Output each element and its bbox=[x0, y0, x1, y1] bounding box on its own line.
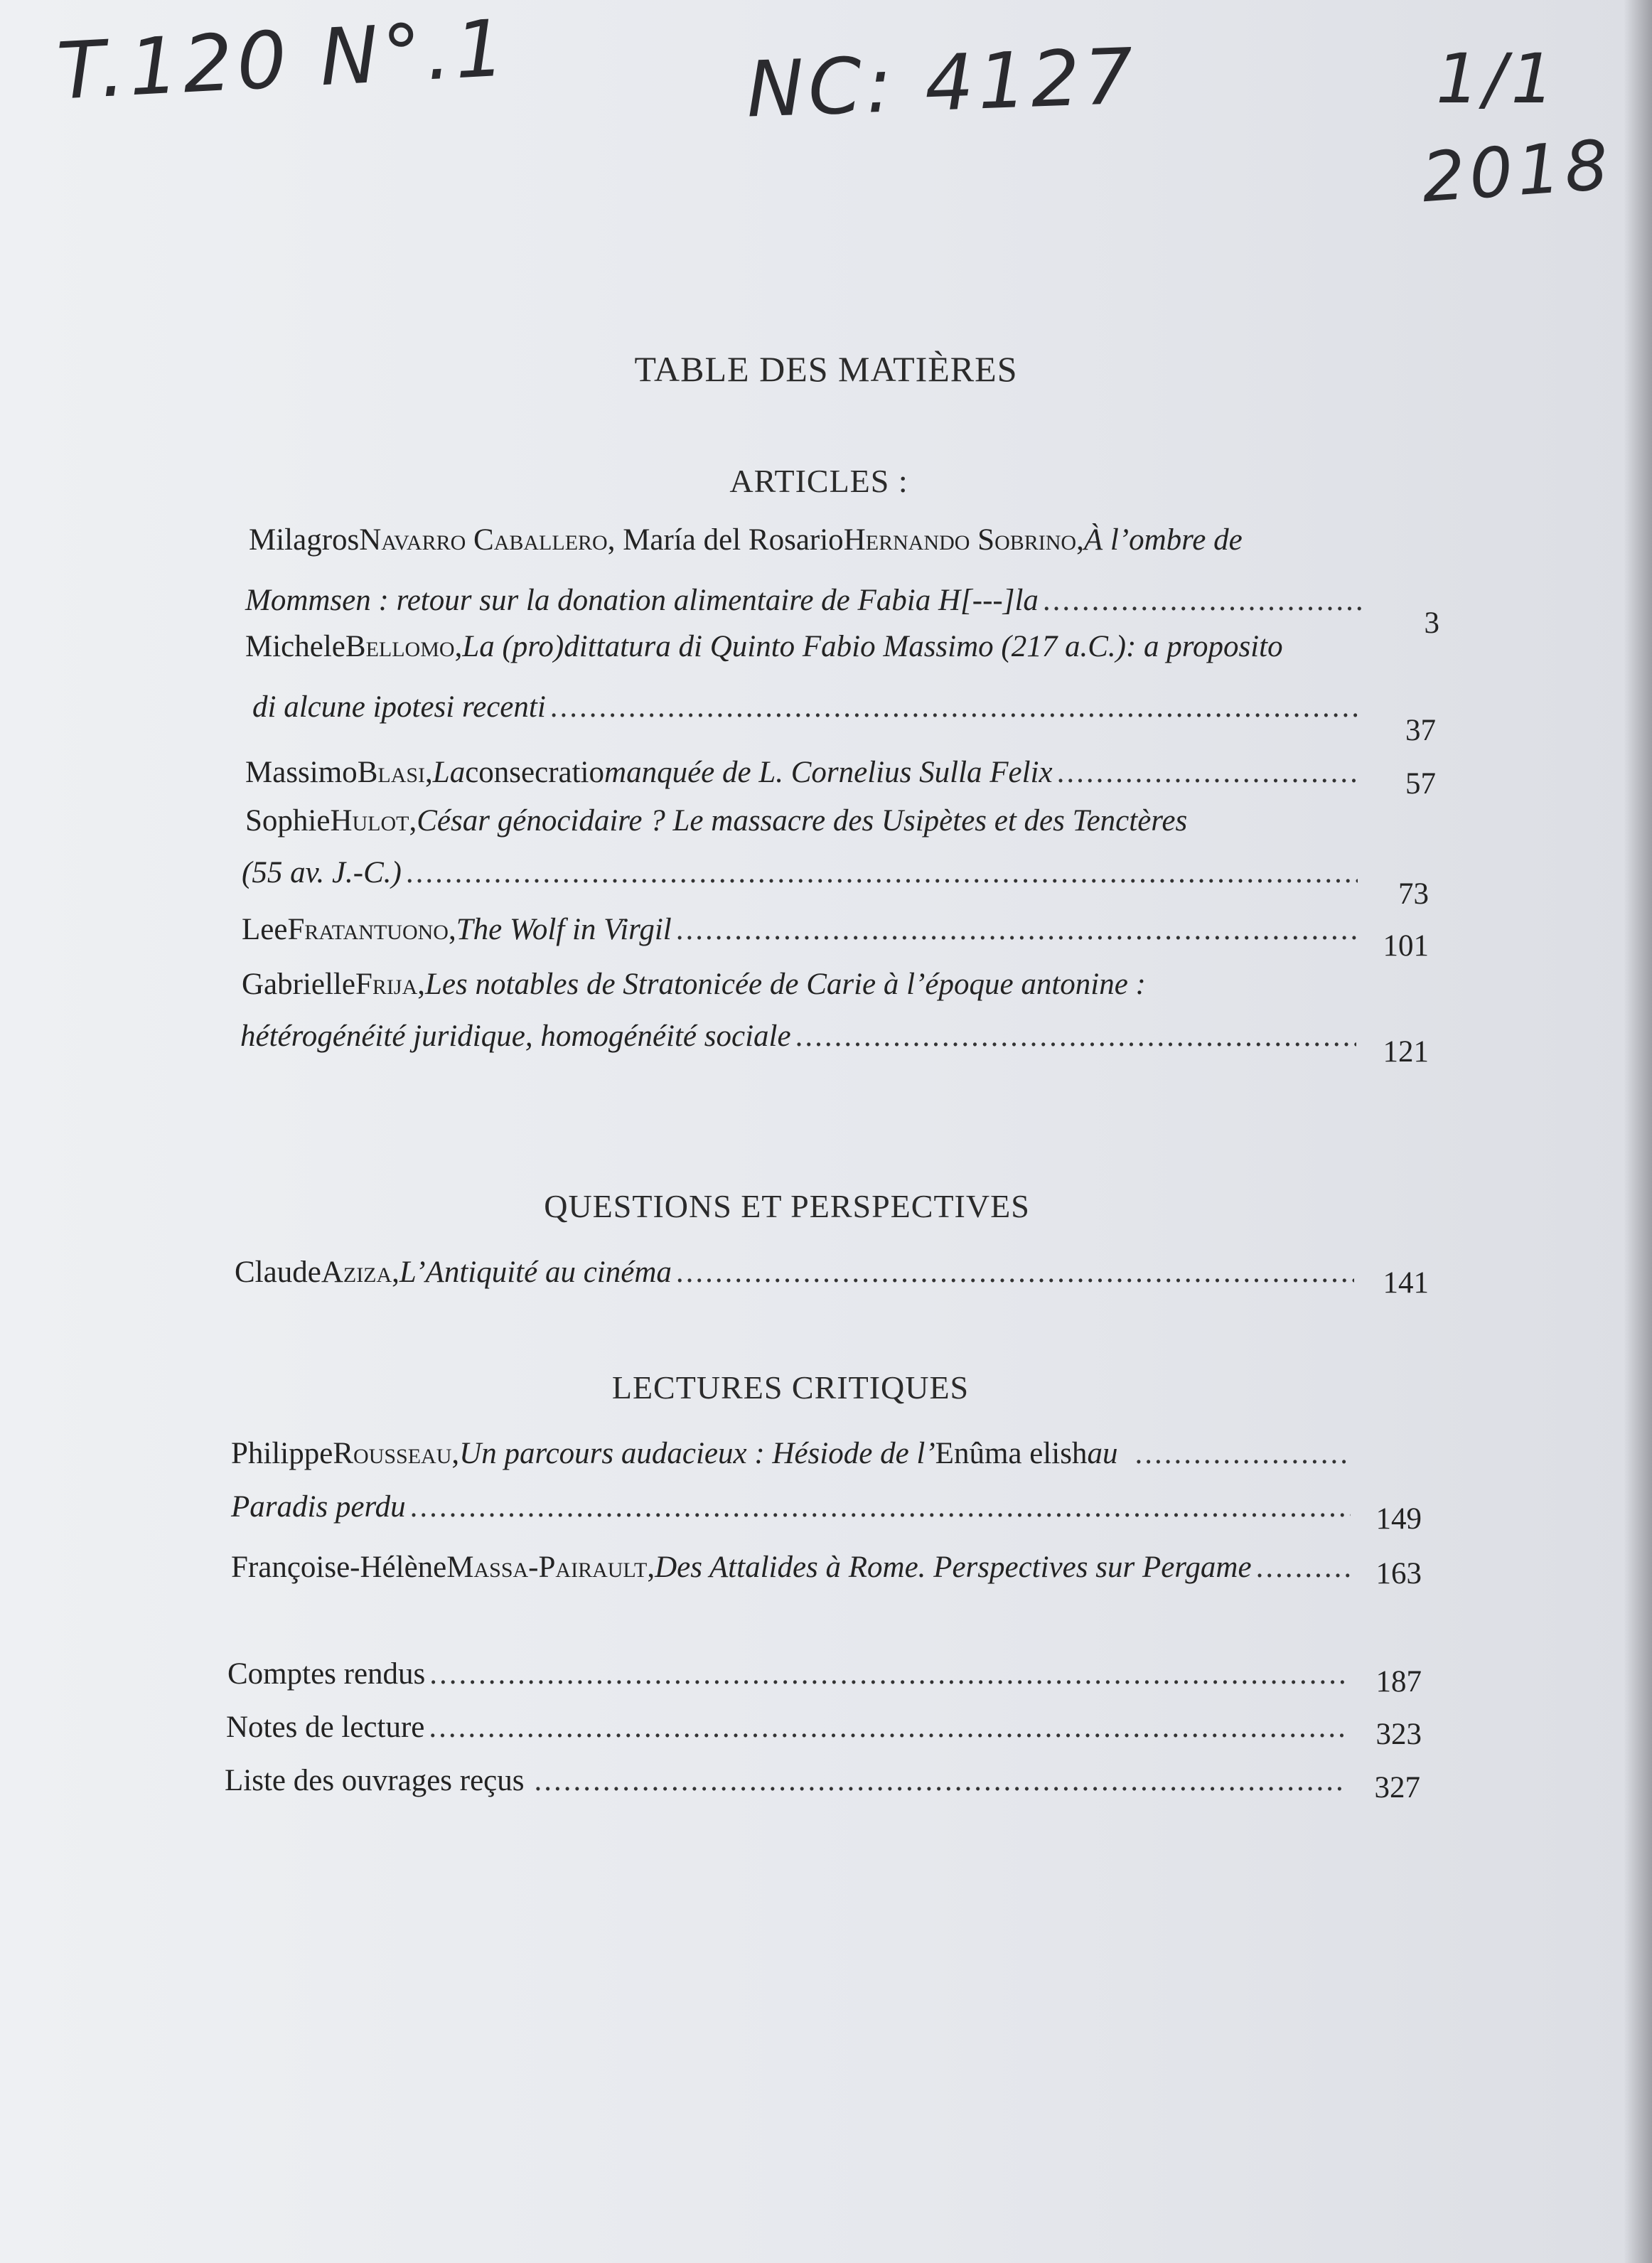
toc-entry-3 bbox=[245, 755, 1361, 798]
toc-entry-8-line-2 bbox=[231, 1489, 1351, 1532]
article-title: Un parcours audacieux : Hésiode de l’ bbox=[459, 1437, 935, 1470]
toc-entry-6-line-2 bbox=[240, 1019, 1356, 1061]
author-separator: , bbox=[409, 804, 417, 838]
author-separator: , bbox=[417, 968, 425, 1001]
page-number: 101 bbox=[1383, 929, 1429, 963]
author-first-name: Sophie bbox=[245, 804, 331, 838]
article-title: manquée de L. Cornelius Sulla Felix bbox=[604, 756, 1053, 789]
dot-leader bbox=[795, 1019, 1356, 1054]
page-number: 57 bbox=[1405, 767, 1436, 801]
toc-entry-4-line-1 bbox=[245, 803, 1383, 846]
author-last-name: Hulot bbox=[330, 804, 409, 838]
toc-entry-8-line-1 bbox=[231, 1436, 1351, 1479]
article-title: (55 av. J.-C.) bbox=[242, 856, 402, 889]
author-separator: , bbox=[425, 756, 433, 789]
handwritten-year: 2018 bbox=[1419, 124, 1615, 218]
section-heading-articles: ARTICLES : bbox=[729, 463, 908, 499]
author-first-name: Lee bbox=[242, 913, 288, 946]
page-number: 327 bbox=[1374, 1771, 1420, 1804]
toc-entry-1-line-1 bbox=[249, 523, 1386, 565]
author-first-name: Claude bbox=[235, 1256, 321, 1289]
article-title: L’Antiquité au cinéma bbox=[399, 1256, 672, 1289]
page-number: 163 bbox=[1375, 1557, 1422, 1590]
article-title: au bbox=[1087, 1437, 1118, 1470]
author-separator: , bbox=[392, 1256, 399, 1289]
dot-leader bbox=[535, 1763, 1345, 1798]
section-heading-lectures: LECTURES CRITIQUES bbox=[611, 1369, 970, 1406]
toc-entry-4-line-2 bbox=[242, 855, 1358, 898]
author-separator: , bbox=[448, 913, 456, 946]
dot-leader bbox=[676, 912, 1358, 947]
section-heading-questions: QUESTIONS ET PERSPECTIVES bbox=[544, 1188, 1030, 1224]
toc-entry-5 bbox=[242, 912, 1358, 955]
author-separator: , bbox=[451, 1437, 460, 1470]
author-first-name: Michele bbox=[245, 630, 345, 663]
entry-label: Notes de lecture bbox=[226, 1711, 425, 1744]
article-title: César génocidaire ? Le massacre des Usipètes et des Tenctères bbox=[417, 804, 1188, 838]
toc-entry-7 bbox=[235, 1255, 1354, 1298]
toc-entry-6-line-1 bbox=[242, 967, 1379, 1010]
handwritten-volume: T.120 N°.1 bbox=[55, 2, 512, 117]
dot-leader bbox=[1043, 583, 1365, 618]
author-separator: , bbox=[1076, 523, 1084, 557]
author-last-name: Fratantuono bbox=[287, 913, 449, 946]
article-title: hétérogénéité juridique, homogénéité sociale bbox=[240, 1020, 791, 1053]
dot-leader bbox=[676, 1255, 1354, 1290]
article-title: La (pro)dittatura di Quinto Fabio Massimo (217 a.C.): a proposito bbox=[462, 630, 1283, 663]
author-last-name: Blasi bbox=[357, 756, 426, 789]
page-number: 37 bbox=[1405, 714, 1436, 747]
article-title: The Wolf in Virgil bbox=[456, 913, 672, 946]
dot-leader bbox=[406, 855, 1358, 890]
toc-entry-2-line-2 bbox=[252, 690, 1361, 732]
article-title-roman: Enûma elish bbox=[935, 1437, 1088, 1470]
page-edge-shadow bbox=[1624, 0, 1652, 2263]
article-title-roman: consecratio bbox=[465, 756, 605, 789]
handwritten-fraction: 1/1 bbox=[1436, 39, 1559, 119]
toc-entry-1-line-2 bbox=[245, 583, 1365, 626]
article-title: À l’ombre de bbox=[1083, 523, 1243, 557]
toc-entry-ouvrages-recus bbox=[225, 1763, 1344, 1806]
author-last-name: Massa-Pairault bbox=[446, 1551, 648, 1584]
article-title: Paradis perdu bbox=[231, 1490, 406, 1524]
author-separator: , María del Rosario bbox=[607, 523, 844, 557]
author-last-name: Rousseau bbox=[333, 1437, 452, 1470]
author-first-name: Gabrielle bbox=[242, 968, 355, 1001]
page-number: 187 bbox=[1375, 1665, 1422, 1698]
toc-entry-2-line-1 bbox=[245, 629, 1383, 672]
article-title: Les notables de Stratonicée de Carie à l’époque antonine : bbox=[425, 968, 1146, 1001]
page-number: 121 bbox=[1383, 1035, 1429, 1069]
dot-leader bbox=[410, 1489, 1351, 1524]
page-number: 3 bbox=[1424, 606, 1439, 640]
article-title: Mommsen : retour sur la donation alimentaire de Fabia H[---]la bbox=[245, 584, 1039, 617]
toc-entry-notes-de-lecture bbox=[226, 1710, 1346, 1753]
author-last-name: Bellomo bbox=[345, 630, 455, 663]
entry-label: Comptes rendus bbox=[227, 1657, 426, 1691]
author-last-name: Aziza bbox=[321, 1256, 392, 1289]
page-number: 141 bbox=[1383, 1266, 1429, 1300]
author-first-name: Françoise-Hélène bbox=[231, 1551, 447, 1584]
page-number: 323 bbox=[1375, 1718, 1422, 1751]
page-number: 149 bbox=[1375, 1502, 1422, 1536]
dot-leader bbox=[429, 1710, 1346, 1745]
dot-leader bbox=[1057, 755, 1361, 790]
author-first-name: Massimo bbox=[245, 756, 358, 789]
dot-leader bbox=[550, 690, 1361, 724]
dot-leader bbox=[1135, 1436, 1351, 1471]
author-last-name: Frija bbox=[355, 968, 418, 1001]
author-last-name: Navarro Caballero bbox=[359, 523, 608, 557]
toc-entry-9 bbox=[231, 1550, 1351, 1593]
author-first-name: Philippe bbox=[231, 1437, 333, 1470]
dot-leader bbox=[429, 1657, 1347, 1691]
article-title: di alcune ipotesi recenti bbox=[252, 690, 546, 724]
toc-entry-comptes-rendus bbox=[227, 1657, 1347, 1699]
author-last-name: Hernando Sobrino bbox=[843, 523, 1077, 557]
page-title: TABLE DES MATIÈRES bbox=[634, 349, 1018, 389]
author-separator: , bbox=[647, 1551, 655, 1584]
author-separator: , bbox=[454, 630, 463, 663]
article-title: Des Attalides à Rome. Perspectives sur Pergame bbox=[655, 1551, 1252, 1584]
entry-label: Liste des ouvrages reçus bbox=[225, 1764, 525, 1797]
page-number: 73 bbox=[1398, 877, 1429, 911]
author-first-name: Milagros bbox=[249, 523, 360, 557]
article-title: La bbox=[432, 756, 466, 789]
handwritten-nc: NC: 4127 bbox=[744, 32, 1139, 135]
